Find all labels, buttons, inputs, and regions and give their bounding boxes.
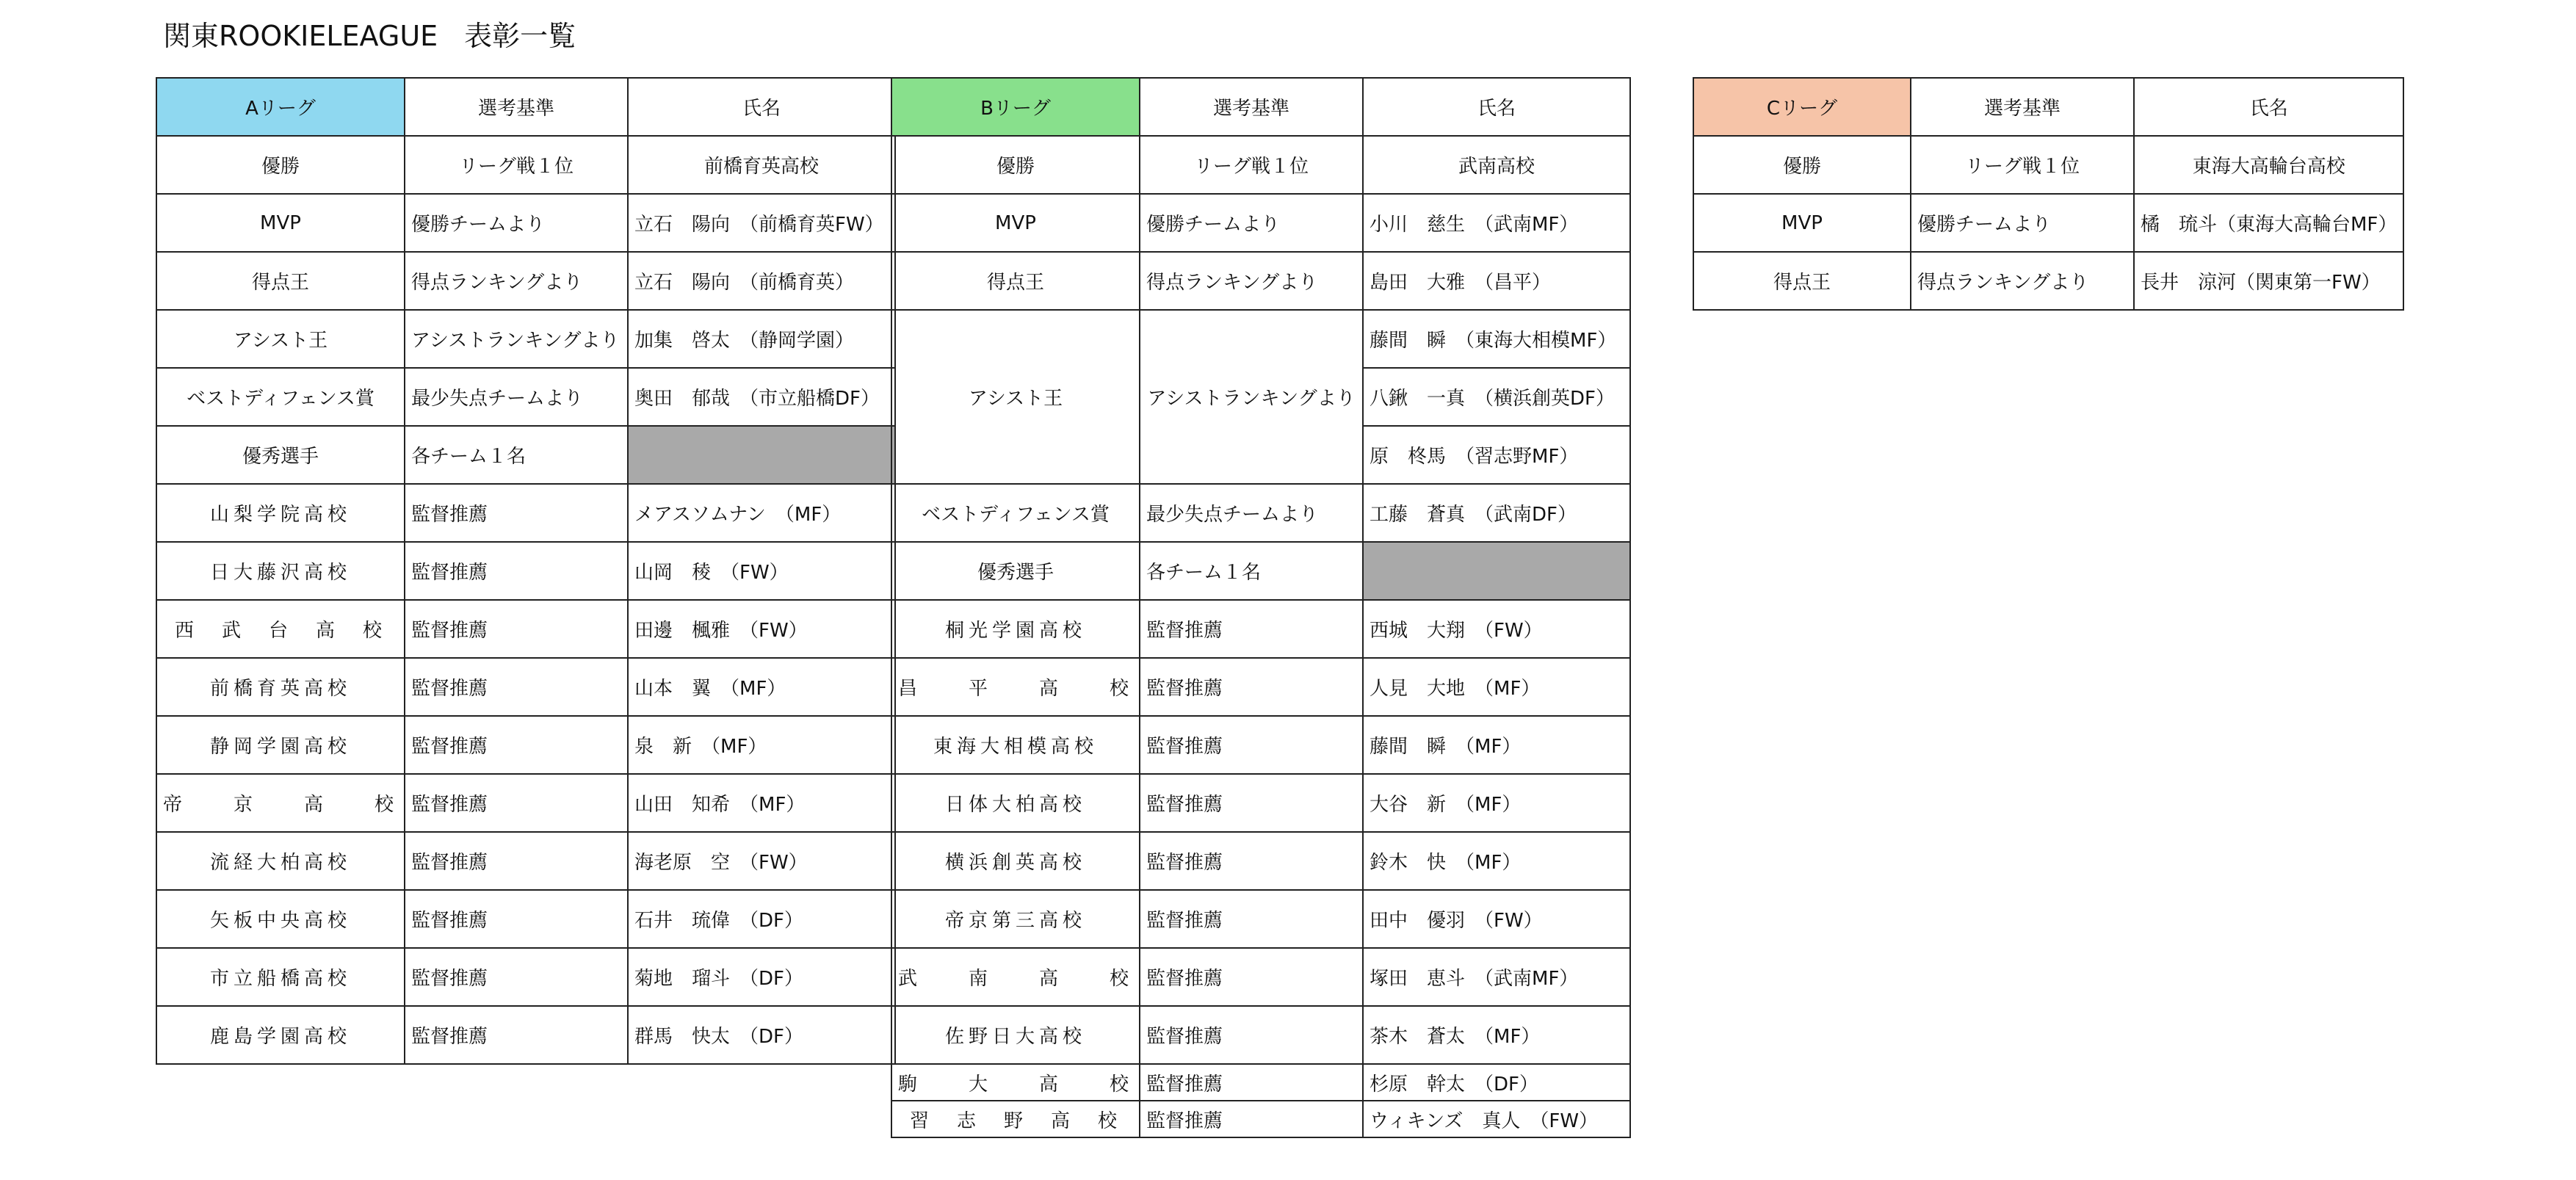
league-c-header: Cリーグ: [1693, 78, 1911, 136]
criteria-header: 選考基準: [405, 78, 628, 136]
criteria-header: 選考基準: [1911, 78, 2134, 136]
page-title-league: 関東ROOKIELEAGUE: [163, 20, 438, 52]
name-cell: 原 柊馬 （習志野MF）: [1363, 426, 1630, 484]
name-cell: 前橋育英高校: [628, 136, 895, 194]
league-a-header: Aリーグ: [156, 78, 405, 136]
award-cell: 優秀選手: [891, 542, 1140, 600]
award-row: [156, 136, 895, 194]
name-cell: 長井 涼河（関東第一FW）: [2134, 252, 2403, 310]
school-cell: 帝 京 高 校: [156, 774, 405, 832]
criteria-cell: 監督推薦: [405, 658, 628, 716]
name-cell: メアスソムナン （MF）: [628, 484, 895, 542]
page-title: [163, 13, 576, 54]
player-row: [156, 832, 895, 890]
player-row: [156, 774, 895, 832]
award-cell: 優勝: [891, 136, 1140, 194]
league-c-table: [1693, 77, 2404, 311]
name-cell: 橘 琉斗（東海大高輪台MF）: [2134, 194, 2403, 252]
player-row: [891, 774, 1630, 832]
name-cell: 立石 陽向 （前橋育英FW）: [628, 194, 895, 252]
award-row: [891, 194, 1630, 252]
criteria-cell: 各チーム１名: [405, 426, 628, 484]
school-cell: 東海大相模高校: [891, 716, 1140, 774]
criteria-cell: 監督推薦: [405, 716, 628, 774]
school-cell: 桐光学園高校: [891, 600, 1140, 658]
name-cell: 島田 大雅 （昌平）: [1363, 252, 1630, 310]
school-cell: 市立船橋高校: [156, 948, 405, 1006]
criteria-cell: リーグ戦１位: [1140, 136, 1363, 194]
player-row: [891, 1006, 1630, 1064]
award-row: [891, 484, 1630, 542]
criteria-cell: 監督推薦: [1140, 832, 1363, 890]
name-cell: 武南高校: [1363, 136, 1630, 194]
blank-name-cell: [628, 426, 895, 484]
school-cell: 西 武 台 高 校: [156, 600, 405, 658]
criteria-cell: アシストランキングより: [1140, 310, 1363, 484]
name-cell: 石井 琉偉 （DF）: [628, 890, 895, 948]
player-row: [891, 600, 1630, 658]
player-row: [156, 948, 895, 1006]
league-b-header: Bリーグ: [891, 78, 1140, 136]
criteria-cell: 優勝チームより: [1911, 194, 2134, 252]
school-cell: 前橋育英高校: [156, 658, 405, 716]
criteria-cell: 最少失点チームより: [405, 368, 628, 426]
name-header: 氏名: [1363, 78, 1630, 136]
school-cell: 習 志 野 高 校: [891, 1101, 1140, 1137]
award-cell: ベストディフェンス賞: [156, 368, 405, 426]
name-cell: 田中 優羽 （FW）: [1363, 890, 1630, 948]
league-b-table: [891, 77, 1631, 1138]
school-cell: 山梨学院高校: [156, 484, 405, 542]
player-row: [891, 658, 1630, 716]
player-row: [156, 484, 895, 542]
name-cell: 茶木 蒼太 （MF）: [1363, 1006, 1630, 1064]
name-cell: 奥田 郁哉 （市立船橋DF）: [628, 368, 895, 426]
school-cell: 帝京第三高校: [891, 890, 1140, 948]
award-cell: 得点王: [1693, 252, 1911, 310]
name-cell: 小川 慈生 （武南MF）: [1363, 194, 1630, 252]
school-cell: 鹿島学園高校: [156, 1006, 405, 1064]
school-cell: 佐野日大高校: [891, 1006, 1140, 1064]
player-row: [156, 600, 895, 658]
player-row: [891, 1101, 1630, 1137]
criteria-cell: 監督推薦: [405, 832, 628, 890]
name-header: 氏名: [628, 78, 895, 136]
criteria-cell: 監督推薦: [1140, 716, 1363, 774]
award-row: [156, 194, 895, 252]
name-cell: 藤間 瞬 （MF）: [1363, 716, 1630, 774]
header-row: [1693, 78, 2403, 136]
school-cell: 日大藤沢高校: [156, 542, 405, 600]
criteria-cell: 監督推薦: [1140, 890, 1363, 948]
name-cell: 加集 啓太 （静岡学園）: [628, 310, 895, 368]
criteria-cell: 優勝チームより: [405, 194, 628, 252]
header-row: [156, 78, 895, 136]
name-cell: 西城 大翔 （FW）: [1363, 600, 1630, 658]
criteria-cell: 監督推薦: [1140, 948, 1363, 1006]
player-row: [156, 716, 895, 774]
criteria-cell: 監督推薦: [1140, 1006, 1363, 1064]
player-row: [156, 1006, 895, 1064]
name-header: 氏名: [2134, 78, 2403, 136]
name-cell: ウィキンズ 真人 （FW）: [1363, 1101, 1630, 1137]
award-row: [156, 310, 895, 368]
name-cell: 泉 新 （MF）: [628, 716, 895, 774]
school-cell: 昌 平 高 校: [891, 658, 1140, 716]
player-row: [891, 948, 1630, 1006]
award-row: [1693, 136, 2403, 194]
criteria-cell: 監督推薦: [1140, 658, 1363, 716]
award-row: [891, 136, 1630, 194]
name-cell: 立石 陽向 （前橋育英）: [628, 252, 895, 310]
criteria-cell: 監督推薦: [405, 774, 628, 832]
name-cell: 八鍬 一真 （横浜創英DF）: [1363, 368, 1630, 426]
criteria-cell: 監督推薦: [1140, 1064, 1363, 1101]
name-cell: 鈴木 快 （MF）: [1363, 832, 1630, 890]
award-row: [156, 252, 895, 310]
award-cell: 優勝: [156, 136, 405, 194]
criteria-cell: 監督推薦: [405, 948, 628, 1006]
award-cell: 得点王: [891, 252, 1140, 310]
criteria-cell: リーグ戦１位: [1911, 136, 2134, 194]
name-cell: 菊地 瑠斗 （DF）: [628, 948, 895, 1006]
criteria-cell: 得点ランキングより: [1911, 252, 2134, 310]
criteria-cell: 監督推薦: [1140, 774, 1363, 832]
criteria-cell: 最少失点チームより: [1140, 484, 1363, 542]
name-cell: 群馬 快太 （DF）: [628, 1006, 895, 1064]
name-cell: 人見 大地 （MF）: [1363, 658, 1630, 716]
name-cell: 杉原 幹太 （DF）: [1363, 1064, 1630, 1101]
award-row: [156, 426, 895, 484]
award-cell: ベストディフェンス賞: [891, 484, 1140, 542]
award-cell: MVP: [156, 194, 405, 252]
criteria-cell: 監督推薦: [405, 542, 628, 600]
school-cell: 駒 大 高 校: [891, 1064, 1140, 1101]
school-cell: 静岡学園高校: [156, 716, 405, 774]
award-row: [891, 252, 1630, 310]
page-title-awards: 表彰一覧: [464, 20, 576, 52]
league-a-table: [156, 77, 896, 1065]
award-cell: 優秀選手: [156, 426, 405, 484]
blank-name-cell: [1363, 542, 1630, 600]
award-cell: 優勝: [1693, 136, 1911, 194]
name-cell: 山本 翼 （MF）: [628, 658, 895, 716]
name-cell: 山田 知希 （MF）: [628, 774, 895, 832]
award-row: [891, 310, 1630, 368]
name-cell: 東海大高輪台高校: [2134, 136, 2403, 194]
school-cell: 武 南 高 校: [891, 948, 1140, 1006]
criteria-cell: 得点ランキングより: [1140, 252, 1363, 310]
criteria-cell: リーグ戦１位: [405, 136, 628, 194]
name-cell: 田邊 楓雅 （FW）: [628, 600, 895, 658]
criteria-cell: 得点ランキングより: [405, 252, 628, 310]
criteria-cell: 優勝チームより: [1140, 194, 1363, 252]
criteria-cell: アシストランキングより: [405, 310, 628, 368]
criteria-cell: 監督推薦: [405, 890, 628, 948]
award-cell: MVP: [1693, 194, 1911, 252]
player-row: [156, 542, 895, 600]
award-cell: MVP: [891, 194, 1140, 252]
criteria-cell: 各チーム１名: [1140, 542, 1363, 600]
award-row: [1693, 194, 2403, 252]
school-cell: 流経大柏高校: [156, 832, 405, 890]
player-row: [156, 658, 895, 716]
name-cell: 塚田 恵斗 （武南MF）: [1363, 948, 1630, 1006]
award-cell: アシスト王: [891, 310, 1140, 484]
award-row: [156, 368, 895, 426]
award-row: [891, 542, 1630, 600]
criteria-cell: 監督推薦: [405, 600, 628, 658]
criteria-header: 選考基準: [1140, 78, 1363, 136]
school-cell: 横浜創英高校: [891, 832, 1140, 890]
criteria-cell: 監督推薦: [1140, 1101, 1363, 1137]
player-row: [891, 890, 1630, 948]
criteria-cell: 監督推薦: [405, 1006, 628, 1064]
player-row: [891, 716, 1630, 774]
name-cell: 山岡 稜 （FW）: [628, 542, 895, 600]
school-cell: 矢板中央高校: [156, 890, 405, 948]
name-cell: 工藤 蒼真 （武南DF）: [1363, 484, 1630, 542]
award-cell: 得点王: [156, 252, 405, 310]
award-row: [1693, 252, 2403, 310]
player-row: [891, 832, 1630, 890]
player-row: [156, 890, 895, 948]
school-cell: 日体大柏高校: [891, 774, 1140, 832]
award-cell: アシスト王: [156, 310, 405, 368]
name-cell: 大谷 新 （MF）: [1363, 774, 1630, 832]
name-cell: 藤間 瞬 （東海大相模MF）: [1363, 310, 1630, 368]
name-cell: 海老原 空 （FW）: [628, 832, 895, 890]
header-row: [891, 78, 1630, 136]
criteria-cell: 監督推薦: [1140, 600, 1363, 658]
player-row: [891, 1064, 1630, 1101]
criteria-cell: 監督推薦: [405, 484, 628, 542]
